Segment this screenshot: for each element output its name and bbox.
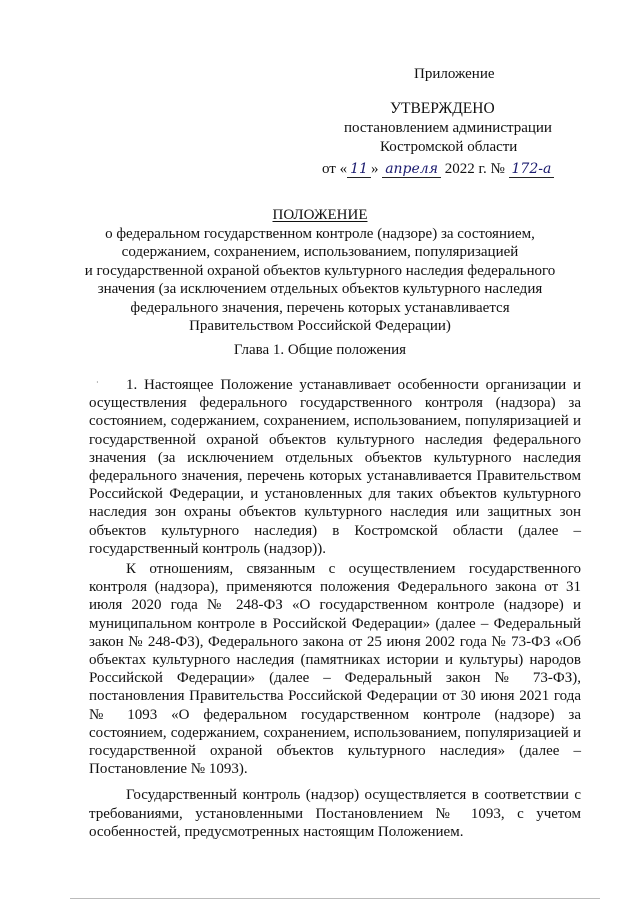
page-bottom-rule [70,898,600,899]
title-line: значения (за исключением отдельных объектов культурного наследия [97,281,543,297]
document-body [89,376,581,843]
title-line: о федеральном государственном контроле (надзоре) за состоянием, [105,225,535,242]
title-line: Правительством Российской Федерации) [189,318,451,334]
approved-by-text: постановлением администрации [344,120,552,136]
title-line: и государственной охраной объектов культурного наследия федерального [84,262,556,279]
chapter-heading: Глава 1. Общие положения [233,342,407,358]
handwritten-number: 172-а [509,161,555,178]
scan-dot-mark: · [96,378,99,387]
region-text: Костромской области [380,139,518,155]
handwritten-day: 11 [347,161,371,178]
handwritten-month: апреля [382,161,441,178]
date-separator: » [370,161,379,177]
year-and-number-label: 2022 г. № [444,161,505,177]
body-paragraph: К отношениям, связанным с осуществлением государственного контроля (надзора), применяются положения Федерального закона от 31 июля 2020 года № 248-ФЗ «О государственном контроле (надзоре) и муниципальном контроле в Российской Федерации» (далее – Федеральный закон № 248-ФЗ), Федерального закона от 25 июня 2002 года № 73-ФЗ «Об объектах культурного наследия (памятниках истории и культуры) народов Российской Федерации» (далее – Федеральный закон № 73-ФЗ), постановления Правительства Российской Федерации от 30 июня 2021 года № 1093 «О федеральном государственном контроле (надзоре) за состоянием, содержанием, сохранением, использованием, популяризацией и государственной охраной объектов культурного наследия» (далее – Постановление № 1093). [89,561,581,778]
body-paragraph: 1. Настоящее Положение устанавливает особенности организации и осуществления федерального государственного контроля (надзора) за состоянием, содержанием, сохранением, использованием, популяризацией и государственной охраной объектов культурного наследия федерального значения (за исключением отдельных объектов культурного наследия федерального значения, перечень которых устанавливается Правительством Российской Федерации, и установленных для таких объектов культурного наследия зон охраны объектов культурного наследия или защитных зон объектов культурного наследия) в Костромской области (далее – государственный контроль (надзор)). [89,377,581,557]
title-line: федерального значения, перечень которых устанавливается [130,299,510,316]
date-prefix: от « [322,161,348,177]
appendix-label: Приложение [414,66,495,82]
document-title [60,206,580,336]
decree-date-line [322,159,554,179]
title-line: содержанием, сохранением, использованием, популяризацией [121,244,519,260]
body-paragraph: Государственный контроль (надзор) осуществляется в соответствии с требованиями, установленными Постановлением № 1093, с учетом особенностей, предусмотренных настоящим Положением. [89,787,581,840]
title-heading: ПОЛОЖЕНИЕ [272,207,368,223]
approved-label: УТВЕРЖДЕНО [390,100,495,117]
